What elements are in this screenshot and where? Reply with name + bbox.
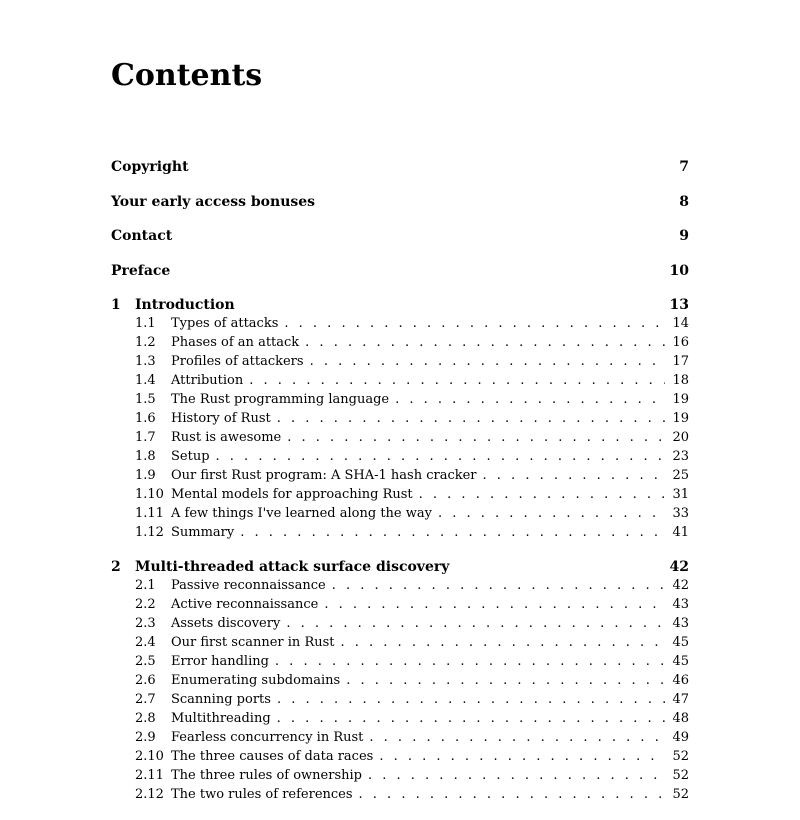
section-title: Scanning ports xyxy=(171,692,271,707)
section-number: 1.9 xyxy=(135,468,156,483)
entry-page-number: 8 xyxy=(679,193,689,210)
section-page-number: 52 xyxy=(672,749,689,764)
section-number: 2.3 xyxy=(135,616,156,631)
section-page-number: 52 xyxy=(672,768,689,783)
toc-entry-front-matter[interactable] xyxy=(111,158,689,176)
section-title: A few things I've learned along the way xyxy=(171,506,432,521)
section-number: 1.6 xyxy=(135,411,156,426)
dot-leader xyxy=(368,766,665,785)
chapter-heading[interactable] xyxy=(111,558,689,576)
entry-page-number: 7 xyxy=(679,159,689,175)
dot-leader xyxy=(286,614,665,633)
toc-entry-front-matter[interactable] xyxy=(111,193,689,211)
section-number: 2.7 xyxy=(135,692,156,707)
section-number: 2.6 xyxy=(135,673,156,688)
section-title: Our first scanner in Rust xyxy=(171,635,335,650)
section-title: Our first Rust program: A SHA-1 hash cracker xyxy=(171,468,477,483)
section-title: Rust is awesome xyxy=(171,430,282,445)
section-page-number: 49 xyxy=(672,730,689,745)
toc-section-entry[interactable] xyxy=(111,747,689,766)
section-number: 2.8 xyxy=(135,711,156,726)
section-number: 2.9 xyxy=(135,730,156,745)
chapter-block xyxy=(111,558,689,804)
section-number: 2.11 xyxy=(135,768,164,783)
toc-entry-front-matter[interactable] xyxy=(111,262,689,280)
dot-leader xyxy=(395,390,665,409)
page-title: Contents xyxy=(111,58,263,93)
section-page-number: 33 xyxy=(672,506,689,521)
section-page-number: 45 xyxy=(672,654,689,669)
toc-section-entry[interactable] xyxy=(111,504,689,523)
section-number: 1.3 xyxy=(135,354,156,369)
dot-leader xyxy=(332,576,665,595)
section-number: 2.10 xyxy=(135,749,164,764)
chapter-label xyxy=(111,296,235,314)
entry-page-number: 9 xyxy=(679,228,689,244)
section-page-number: 45 xyxy=(672,635,689,650)
section-title: Mental models for approaching Rust xyxy=(171,487,413,502)
section-page-number: 31 xyxy=(672,487,689,502)
dot-leader xyxy=(483,466,665,485)
section-number: 1.11 xyxy=(135,506,164,521)
section-title: Passive reconnaissance xyxy=(171,578,326,593)
section-title: Phases of an attack xyxy=(171,335,300,350)
entry-title: Copyright xyxy=(111,159,189,175)
toc-section-entry[interactable] xyxy=(111,352,689,371)
section-number: 2.1 xyxy=(135,578,156,593)
toc-section-entry[interactable] xyxy=(111,333,689,352)
dot-leader xyxy=(240,523,665,542)
dot-leader xyxy=(284,314,665,333)
section-title: Active reconnaissance xyxy=(171,597,319,612)
section-title: The two rules of references xyxy=(171,787,353,802)
toc-section-entry[interactable] xyxy=(111,690,689,709)
section-page-number: 47 xyxy=(672,692,689,707)
chapter-page-number: 42 xyxy=(669,559,689,575)
dot-leader xyxy=(287,428,665,447)
section-title: Attribution xyxy=(171,373,244,388)
chapter-title: Introduction xyxy=(135,297,235,313)
front-matter-list xyxy=(111,158,689,280)
section-title: Profiles of attackers xyxy=(171,354,304,369)
section-title: Enumerating subdomains xyxy=(171,673,341,688)
toc-section-entry[interactable] xyxy=(111,466,689,485)
section-title: The three causes of data races xyxy=(171,749,374,764)
section-page-number: 19 xyxy=(672,392,689,407)
section-page-number: 42 xyxy=(672,578,689,593)
toc-section-entry[interactable] xyxy=(111,766,689,785)
section-page-number: 14 xyxy=(672,316,689,331)
section-page-number: 23 xyxy=(672,449,689,464)
section-number: 1.4 xyxy=(135,373,156,388)
section-title: Setup xyxy=(171,449,210,464)
section-page-number: 41 xyxy=(672,525,689,540)
section-title: Types of attacks xyxy=(171,316,279,331)
toc-section-entry[interactable] xyxy=(111,485,689,504)
entry-title: Your early access bonuses xyxy=(111,193,316,210)
section-number: 1.12 xyxy=(135,525,164,540)
chapter-label xyxy=(111,558,449,576)
toc-section-entry[interactable] xyxy=(111,447,689,466)
dot-leader xyxy=(277,709,665,728)
dot-leader xyxy=(249,371,665,390)
toc-section-entry[interactable] xyxy=(111,576,689,595)
section-title: Error handling xyxy=(171,654,269,669)
section-page-number: 43 xyxy=(672,616,689,631)
section-number: 1.2 xyxy=(135,335,156,350)
section-page-number: 20 xyxy=(672,430,689,445)
section-number: 2.2 xyxy=(135,597,156,612)
dot-leader xyxy=(369,728,665,747)
dot-leader xyxy=(346,671,665,690)
toc-section-entry[interactable] xyxy=(111,709,689,728)
dot-leader xyxy=(341,633,666,652)
dot-leader xyxy=(438,504,665,523)
chapter-number: 1 xyxy=(111,297,121,313)
section-page-number: 19 xyxy=(672,411,689,426)
section-title: History of Rust xyxy=(171,411,271,426)
section-number: 2.12 xyxy=(135,787,164,802)
section-number: 2.5 xyxy=(135,654,156,669)
section-page-number: 43 xyxy=(672,597,689,612)
section-title: Assets discovery xyxy=(171,616,281,631)
section-page-number: 25 xyxy=(672,468,689,483)
section-page-number: 16 xyxy=(672,335,689,350)
toc-section-entry[interactable] xyxy=(111,409,689,428)
section-page-number: 48 xyxy=(672,711,689,726)
chapter-page-number: 13 xyxy=(669,297,689,313)
toc-section-entry[interactable] xyxy=(111,728,689,747)
section-page-number: 52 xyxy=(672,787,689,802)
section-title: Summary xyxy=(171,525,235,540)
section-number: 1.5 xyxy=(135,392,156,407)
dot-leader xyxy=(275,652,665,671)
entry-page-number: 10 xyxy=(669,262,689,279)
entry-title: Preface xyxy=(111,262,171,279)
toc-section-entry[interactable] xyxy=(111,614,689,633)
dot-leader xyxy=(359,785,665,804)
section-title: The three rules of ownership xyxy=(171,768,362,783)
toc-section-entry[interactable] xyxy=(111,428,689,447)
dot-leader xyxy=(310,352,665,371)
chapter-number: 2 xyxy=(111,559,121,575)
toc-entry-front-matter[interactable] xyxy=(111,227,689,245)
chapter-title: Multi-threaded attack surface discovery xyxy=(135,559,450,575)
section-title: The Rust programming language xyxy=(171,392,390,407)
toc-section-entry[interactable] xyxy=(111,671,689,690)
dot-leader xyxy=(379,747,665,766)
chapter-block xyxy=(111,296,689,542)
toc-section-entry[interactable] xyxy=(111,633,689,652)
dot-leader xyxy=(305,333,665,352)
toc-section-entry[interactable] xyxy=(111,595,689,614)
toc-section-entry[interactable] xyxy=(111,371,689,390)
entry-title: Contact xyxy=(111,228,173,244)
toc-section-entry[interactable] xyxy=(111,785,689,804)
chapter-list xyxy=(111,296,689,804)
section-title: Multithreading xyxy=(171,711,271,726)
table-of-contents xyxy=(111,158,689,820)
toc-section-entry[interactable] xyxy=(111,390,689,409)
section-page-number: 46 xyxy=(672,673,689,688)
dot-leader xyxy=(216,447,665,466)
section-number: 2.4 xyxy=(135,635,156,650)
dot-leader xyxy=(419,485,665,504)
chapter-heading[interactable] xyxy=(111,296,689,314)
dot-leader xyxy=(277,409,665,428)
dot-leader xyxy=(324,595,665,614)
section-page-number: 18 xyxy=(672,373,689,388)
section-number: 1.1 xyxy=(135,316,156,331)
section-number: 1.8 xyxy=(135,449,156,464)
section-title: Fearless concurrency in Rust xyxy=(171,730,364,745)
section-number: 1.10 xyxy=(135,487,164,502)
section-number: 1.7 xyxy=(135,430,156,445)
toc-section-entry[interactable] xyxy=(111,652,689,671)
dot-leader xyxy=(277,690,665,709)
section-page-number: 17 xyxy=(672,354,689,369)
toc-section-entry[interactable] xyxy=(111,523,689,542)
toc-section-entry[interactable] xyxy=(111,314,689,333)
